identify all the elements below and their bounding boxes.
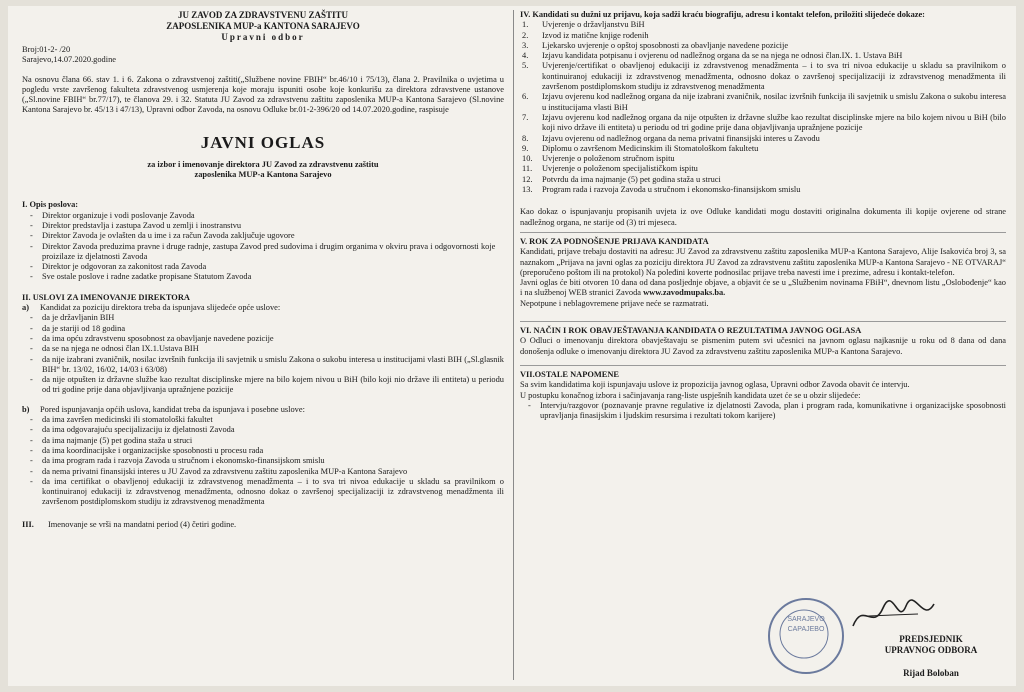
list-item: 13. Program rada i razvoja Zavoda u stručnom i ekonomsko-finansijskom smislu [522, 185, 801, 195]
list-item: - da se na njega ne odnosi član IX.1.Ustava BIH [42, 344, 504, 354]
general-conditions-intro: Kandidat za poziciju direktora treba da ispunjava slijedeće opće uslove: [40, 303, 281, 313]
list-item-text: Izvod iz matične knjige rođenih [542, 30, 649, 40]
board-name: Upravni odbor [221, 32, 305, 42]
subtitle-line-2: zaposlenika MUP-a Kantona Sarajevo [194, 170, 332, 180]
list-item: - Direktor organizuje i vodi poslovanje Zavoda [42, 211, 504, 221]
list-item: 5. Uvjerenje/certifikat o obavljenoj edukaciji iz zdravstvenog menadžmenta – i to sva tri nivoa edukacije u skladu sa pravilnikom o kontinuiranoj edukaciji iz zdravstvenog menadžmenta, odnosno dokaz o završenoj specijalizaciji iz zdravstvenog menadžmenta ili završenom postdiplomskom studiju iz zdravstvenog menadžmenta [522, 61, 1006, 92]
section-5-heading: V. ROK ZA PODNOŠENJE PRIJAVA KANDIDATA [520, 236, 709, 246]
list-item: 10. Uvjerenje o položenom stručnom ispitu [522, 154, 675, 164]
section-7-paragraph-1: Sa svim kandidatima koji ispunjavaju uslove iz propozicija javnog oglasa, Upravni odbor Zavoda obavit će intervju. [520, 380, 910, 390]
list-item: 9. Diplomu o završenom Medicinskim ili Stomatološkom fakultetu [522, 143, 759, 153]
section-4-note: Kao dokaz o ispunjavanju propisanih uvjeta iz ove Odluke kandidati mogu dostaviti originalna dokumenta ili kopije ovjerene od strane nadležnog organa, ne starije od (3) tri mjeseca. [520, 207, 1006, 227]
column-divider [513, 10, 514, 680]
org-name-2: ZAPOSLENIKA MUP-a KANTONA SARAJEVO [166, 21, 360, 31]
list-item: - da ima opću zdravstvenu sposobnost za obavljanje navedene pozicije [42, 334, 504, 344]
list-item: 4. Izjavu kandidata potpisanu i ovjerenu od nadležnog organa da se na njega ne odnosi član.IX. 1. Ustava BiH [522, 51, 903, 61]
list-item: - da ima koordinacijske i organizacijske sposobnosti u procesu rada [42, 446, 504, 456]
list-item-text: Izjavu ovjerenu kod nadležnog organa da nije izabrani zvaničnik, nosilac izvršnih funkcija ili savjetnik u smislu Zakona o sukobu interesa u institucijama vlasti BiH [542, 92, 1006, 112]
list-item: 3. Ljekarsko uvjerenje o opštoj sposobnosti za obavljanje navedene pozicije [522, 40, 789, 50]
list-item-text: Izjavu kandidata potpisanu i ovjerenu od nadležnog organa da se na njega ne odnosi član.IX. 1. Ustava BiH [542, 51, 903, 61]
list-item: - da ima program rada i razvoja Zavoda u stručnom i ekonomsko-finansijskom smislu [42, 456, 504, 466]
section-5-paragraph-2 [520, 278, 1006, 299]
list-item: - da nema privatni finansijski interes u JU Zavod za zdravstvenu zaštitu zaposlenika MUP-a Kantona Sarajevo [42, 467, 504, 477]
section-7-heading: VII.OSTALE NAPOMENE [520, 369, 619, 379]
stamp-text-top: SARAJEVO [787, 616, 825, 623]
list-item: - Direktor Zavoda je ovlašten da u ime i za račun Zavoda zaključuje ugovore [42, 231, 504, 241]
duties-list [22, 211, 504, 283]
item-label-a: a) [22, 303, 29, 313]
section-7-paragraph-2: U postupku konačnog izbora i sačinjavanja rang-liste uspješnih kandidata uzet će se u obzir slijedeće: [520, 390, 861, 400]
subtitle-line-1: za izbor i imenovanje direktora JU Zavod za zdravstvenu zaštitu [147, 159, 379, 169]
list-item: - Direktor predstavlja i zastupa Zavod u zemlji i inostranstvu [42, 221, 504, 231]
section-divider [520, 365, 1006, 366]
signatory-role-2: UPRAVNOG ODBORA [884, 645, 978, 655]
section-divider [520, 232, 1006, 233]
special-conditions-intro: Pored ispunjavanja općih uslova, kandidat treba da ispunjava i posebne uslove: [40, 404, 305, 414]
list-item: - da ima završen medicinski ili stomatološki fakultet [42, 415, 504, 425]
selection-criteria-list [520, 401, 1006, 422]
handwritten-signature [848, 596, 938, 636]
list-item: - Sve ostale poslove i radne zadatke propisane Statutom Zavoda [42, 272, 504, 282]
list-item-text: Uvjerenje o položenom stručnom ispitu [542, 154, 675, 164]
org-name-1: JU ZAVOD ZA ZDRAVSTVENU ZAŠTITU [177, 10, 349, 20]
list-item: - da je državljanin BIH [42, 313, 504, 323]
general-conditions-list [22, 313, 504, 395]
list-item: - da nije izabrani zvaničnik, nosilac izvršnih funkcija ili savjetnik u smislu Zakona o sukobu interesa u institucijami vlasti BIH („Sl.glasnik BIH“ br. 13/02, 16/02, 14/03 i 63/08) [42, 355, 504, 376]
section-5-paragraph-3: Nepotpune i neblagovremene prijave neće se razmatrati. [520, 298, 709, 308]
section-divider [520, 321, 1006, 322]
list-item: - da ima najmanje (5) pet godina staža u struci [42, 436, 504, 446]
section-3-label: III. [22, 519, 34, 529]
newspaper-clipping [8, 6, 1016, 686]
documents-list [520, 20, 1006, 195]
special-conditions [22, 405, 504, 415]
section-5-paragraph-1: Kandidati, prijave trebaju dostaviti na adresu: JU Zavod za zdravstvenu zaštitu zaposlenika MUP-a Kantona Sarajevo, Alije Isakovića broj 3, sa naznakom „Prijava na javni oglas za poziciju direktora JU Zavod za zdravstvenu zaštitu zaposlenika MUP-a Kantona Sarajevo - NE OTVARAJ“ (preporučeno poštom ili na protokol) Na poleđini koverte podnosilac prijave treba navesti ime i prezime, adresu i kontakt-telefon. [520, 247, 1006, 277]
left-column [22, 6, 504, 530]
list-item: 2. Izvod iz matične knjige rođenih [522, 30, 649, 40]
page-title: JAVNI OGLAS [200, 132, 326, 152]
list-item: 1. Uvjerenje o državljanstvu BiH [522, 20, 645, 30]
list-item: - Direktor Zavoda preduzima pravne i druge radnje, zastupa Zavod pred sudovima i drugim organima v okviru prava i odgovornosti koje proizilaze iz djelatnosti Zavoda [42, 242, 504, 263]
list-item: - Intervju/razgovor (poznavanje pravne regulative iz djelatnosti Zavoda, plan i program rada, komunikativne i organizacijske sposobnosti upravljanja finasijskim i ljudskim resursima i rezultati tokom karijere) [540, 401, 1006, 422]
list-item-text: Uvjerenje o položenom specijalističkom ispitu [542, 164, 698, 174]
right-column [520, 6, 1006, 421]
intro-paragraph: Na osnovu člana 66. stav 1. i 6. Zakona o zdravstvenoj zaštiti(„Službene novine FBIH“ br.46/10 i 75/13), člana 2. Pravilnika o uvjetima u pogledu vrste završenog fakulteta zdravstvenog usmjerenja koje moraju ispuniti osobe koje konkurišu za direktora zdravstvene ustanove („Sl.novine FBIH“ br.77/17), te članova 29. i 32. Statuta JU Zavod za zdravstvenu zaštitu zaposlenika MUP-a Kantona Sarajevo (Sl.novine Kantona Sarajevo br. 45/13 i 47/13), Upravni odbor Zavoda, na osnovu Odluke br.01-2-396/20 od 14.07.2020.godine, raspisuje [22, 74, 504, 115]
stamp-text-bottom: CAPAJEBO [787, 626, 825, 633]
list-item-text: Potvrdu da ima najmanje (5) pet godina staža u struci [542, 174, 721, 184]
signatory-role-1: PREDSJEDNIK [899, 634, 963, 644]
section-1-heading: I. Opis poslova: [22, 200, 79, 210]
section-4-heading: IV. Kandidati su dužni uz prijavu, koja sadži kraću biografiju, adresu i kontakt telefon, priložiti slijedeće dokaze: [520, 10, 925, 19]
list-item-text: Program rada i razvoja Zavoda u stručnom i ekonomsko-finansijskom smislu [542, 185, 801, 195]
list-item: 6. Izjavu ovjerenu kod nadležnog organa da nije izabrani zvaničnik, nosilac izvršnih funkcija ili savjetnik u smislu Zakona o sukobu interesa u institucijama vlasti BiH [522, 92, 1006, 112]
publication-text: Javni oglas će biti otvoren 10 dana od dana posljednje objave, a objavit će se u „Službenim novinama FBiH“, dnevnom listu „Oslobođenje“ kao i na službenoj WEB stranici Zavoda [520, 278, 1006, 298]
list-item: 11. Uvjerenje o položenom specijalističkom ispitu [522, 164, 698, 174]
list-item: - Direktor je odgovoran za zakonitost rada Zavoda [42, 262, 504, 272]
list-item-text: Uvjerenje/certifikat o obavljenoj edukaciji iz zdravstvenog menadžmenta – i to sva tri nivoa edukacije u skladu sa pravilnikom o kontinuiranoj edukaciji iz zdravstvenog menadžmenta, odnosno dokaz o završenoj specijalizaciji iz zdravstvenog menadžmenta ili završenom postdiplomskom studiju iz zdravstvenog menadžmenta [542, 61, 1006, 92]
list-item: 7. Izjavu ovjerenu kod nadležnog organa da nije otpušten iz državne službe kao rezultat disciplinske mjere na bilo kojem nivou u BiH (bilo koji nivo države ili entiteta) u periodu od tri godine prije dana objavljivanja upražnjene pozicije [522, 112, 1006, 133]
list-item: - da ima odgovarajuću specijalizaciju iz djelatnosti Zavoda [42, 425, 504, 435]
document-date: Sarajevo,14.07.2020.godine [22, 55, 116, 65]
reference-number: Broj:01-2- /20 [22, 45, 71, 54]
list-item-text: Diplomu o završenom Medicinskim ili Stomatološkom fakultetu [542, 143, 759, 153]
list-item-text: Izjavu ovjerenu kod nadležnog organa da nije otpušten iz državne službe kao rezultat disciplinske mjere na bilo kojem nivou u BiH (bilo koji nivo države ili entiteta) u periodu od tri godine prije dana objavljivanja upražnjene pozicije [542, 112, 1006, 133]
list-item-text: Uvjerenje o državljanstvu BiH [542, 20, 645, 30]
section-3 [22, 520, 504, 530]
signature-block [866, 634, 996, 679]
section-6-paragraph: O Odluci o imenovanju direktora obavještavaju se pismenim putem svi učesnici na javnom oglasu najkasnije u roku od 8 dana od dana donošenja odluke o imenovanju direktora JU Zavod za zdravstvenu zaštitu zaposlenika MUP-a Kantona Sarajevo. [520, 336, 1006, 356]
special-conditions-list [22, 415, 504, 508]
list-item: - da je stariji od 18 godina [42, 324, 504, 334]
official-stamp [768, 598, 844, 674]
list-item: - da nije otpušten iz državne službe kao rezultat disciplinske mjere na bilo kojem nivou u BiH (bilo koji nio države ili entiteta) u periodu od tri godine prije dana objavljivanja upražnjene pozicije [42, 375, 504, 396]
list-item: 8. Izjavu ovjerenu od nadležnog organa da nema privatni finansijski interes u Zavodu [522, 133, 820, 143]
section-6-heading: VI. NAČIN I ROK OBAVJEŠTAVANJA KANDIDATA O REZULTATIMA JAVNOG OGLASA [520, 326, 862, 336]
signatory-name: Rijad Boloban [903, 668, 959, 678]
list-item: - da ima certifikat o obavljenoj edukaciji iz zdravstvenog menadžmenta – i to sva tri nivoa edukacije u skladu sa pravilnikom o kontinuiranoj edukaciji iz zdravstvenog menadžmenta, odnosno dokaz o završenoj specijalizaciji iz zdravstvenog menadžmenta ili završenom postdiplomskom studiju iz zdravstvenog menadžmenta [42, 477, 504, 508]
item-label-b: b) [22, 404, 30, 414]
section-3-text: Imenovanje se vrši na mandatni period (4) četiri godine. [48, 519, 237, 529]
list-item: 12. Potvrdu da ima najmanje (5) pet godina staža u struci [522, 174, 721, 184]
list-item-text: Ljekarsko uvjerenje o opštoj sposobnosti za obavljanje navedene pozicije [542, 40, 789, 50]
website-link[interactable]: www.zavodmupaks.ba. [643, 288, 726, 298]
list-item-text: Izjavu ovjerenu od nadležnog organa da nema privatni finansijski interes u Zavodu [542, 133, 820, 143]
section-2-heading: II. USLOVI ZA IMENOVANJE DIREKTORA [22, 292, 190, 302]
general-conditions [22, 303, 504, 313]
